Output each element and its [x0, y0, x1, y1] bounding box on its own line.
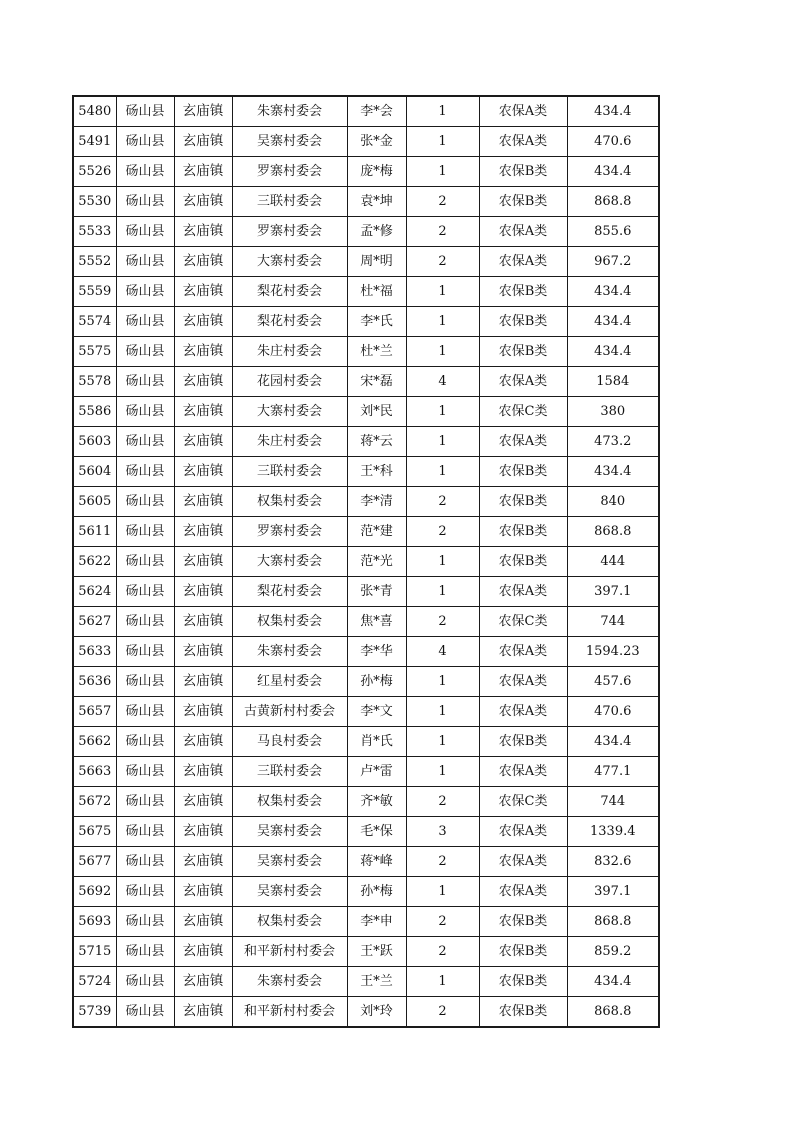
amount-cell: 434.4 — [567, 727, 659, 757]
record-id-cell: 5739 — [73, 997, 116, 1028]
village-cell: 梨花村委会 — [232, 307, 347, 337]
record-id-cell: 5533 — [73, 217, 116, 247]
town-cell: 玄庙镇 — [174, 157, 232, 187]
record-id-cell: 5663 — [73, 757, 116, 787]
town-cell: 玄庙镇 — [174, 697, 232, 727]
person-name-cell: 孙*梅 — [347, 877, 406, 907]
town-cell: 玄庙镇 — [174, 817, 232, 847]
county-cell: 砀山县 — [116, 307, 174, 337]
household-count-cell: 1 — [406, 967, 479, 997]
record-id-cell: 5611 — [73, 517, 116, 547]
table-row — [73, 157, 659, 187]
table-row — [73, 547, 659, 577]
county-cell: 砀山县 — [116, 757, 174, 787]
person-name-cell: 王*跃 — [347, 937, 406, 967]
insurance-type-cell: 农保B类 — [479, 277, 567, 307]
table-row — [73, 727, 659, 757]
county-cell: 砀山县 — [116, 967, 174, 997]
town-cell: 玄庙镇 — [174, 487, 232, 517]
record-id-cell: 5605 — [73, 487, 116, 517]
person-name-cell: 王*科 — [347, 457, 406, 487]
village-cell: 权集村委会 — [232, 487, 347, 517]
insurance-type-cell: 农保B类 — [479, 907, 567, 937]
village-cell: 大寨村委会 — [232, 247, 347, 277]
table-row — [73, 367, 659, 397]
amount-cell: 380 — [567, 397, 659, 427]
record-id-cell: 5480 — [73, 96, 116, 127]
village-cell: 权集村委会 — [232, 607, 347, 637]
insurance-type-cell: 农保B类 — [479, 967, 567, 997]
town-cell: 玄庙镇 — [174, 757, 232, 787]
record-id-cell: 5575 — [73, 337, 116, 367]
amount-cell: 434.4 — [567, 457, 659, 487]
village-cell: 朱庄村委会 — [232, 337, 347, 367]
village-cell: 和平新村村委会 — [232, 937, 347, 967]
amount-cell: 434.4 — [567, 967, 659, 997]
county-cell: 砀山县 — [116, 127, 174, 157]
household-count-cell: 1 — [406, 127, 479, 157]
amount-cell: 868.8 — [567, 517, 659, 547]
county-cell: 砀山县 — [116, 427, 174, 457]
table-row — [73, 187, 659, 217]
insurance-type-cell: 农保A类 — [479, 877, 567, 907]
household-count-cell: 1 — [406, 397, 479, 427]
town-cell: 玄庙镇 — [174, 367, 232, 397]
amount-cell: 434.4 — [567, 277, 659, 307]
table-row — [73, 907, 659, 937]
person-name-cell: 范*建 — [347, 517, 406, 547]
record-id-cell: 5530 — [73, 187, 116, 217]
table-row — [73, 307, 659, 337]
table-row — [73, 96, 659, 127]
table-row — [73, 967, 659, 997]
county-cell: 砀山县 — [116, 517, 174, 547]
person-name-cell: 张*金 — [347, 127, 406, 157]
insurance-type-cell: 农保B类 — [479, 337, 567, 367]
village-cell: 朱庄村委会 — [232, 427, 347, 457]
village-cell: 吴寨村委会 — [232, 847, 347, 877]
person-name-cell: 李*会 — [347, 96, 406, 127]
village-cell: 罗寨村委会 — [232, 157, 347, 187]
village-cell: 马良村委会 — [232, 727, 347, 757]
town-cell: 玄庙镇 — [174, 457, 232, 487]
amount-cell: 473.2 — [567, 427, 659, 457]
village-cell: 大寨村委会 — [232, 547, 347, 577]
person-name-cell: 焦*喜 — [347, 607, 406, 637]
village-cell: 大寨村委会 — [232, 397, 347, 427]
town-cell: 玄庙镇 — [174, 337, 232, 367]
town-cell: 玄庙镇 — [174, 667, 232, 697]
table-row — [73, 847, 659, 877]
table-row — [73, 877, 659, 907]
insurance-type-cell: 农保A类 — [479, 817, 567, 847]
record-id-cell: 5657 — [73, 697, 116, 727]
county-cell: 砀山县 — [116, 817, 174, 847]
amount-cell: 434.4 — [567, 337, 659, 367]
county-cell: 砀山县 — [116, 787, 174, 817]
county-cell: 砀山县 — [116, 937, 174, 967]
table-row — [73, 397, 659, 427]
table-row — [73, 277, 659, 307]
insurance-type-cell: 农保B类 — [479, 457, 567, 487]
person-name-cell: 庞*梅 — [347, 157, 406, 187]
table-row — [73, 127, 659, 157]
table-row — [73, 217, 659, 247]
county-cell: 砀山县 — [116, 157, 174, 187]
county-cell: 砀山县 — [116, 96, 174, 127]
table-row — [73, 697, 659, 727]
household-count-cell: 2 — [406, 907, 479, 937]
household-count-cell: 4 — [406, 367, 479, 397]
county-cell: 砀山县 — [116, 247, 174, 277]
amount-cell: 1594.23 — [567, 637, 659, 667]
insurance-type-cell: 农保A类 — [479, 697, 567, 727]
person-name-cell: 范*光 — [347, 547, 406, 577]
person-name-cell: 齐*敏 — [347, 787, 406, 817]
household-count-cell: 2 — [406, 487, 479, 517]
amount-cell: 744 — [567, 607, 659, 637]
person-name-cell: 毛*保 — [347, 817, 406, 847]
town-cell: 玄庙镇 — [174, 277, 232, 307]
town-cell: 玄庙镇 — [174, 247, 232, 277]
amount-cell: 444 — [567, 547, 659, 577]
table-row — [73, 997, 659, 1028]
insurance-type-cell: 农保B类 — [479, 517, 567, 547]
person-name-cell: 张*青 — [347, 577, 406, 607]
amount-cell: 397.1 — [567, 577, 659, 607]
household-count-cell: 2 — [406, 247, 479, 277]
table-row — [73, 517, 659, 547]
village-cell: 吴寨村委会 — [232, 127, 347, 157]
household-count-cell: 1 — [406, 877, 479, 907]
insurance-type-cell: 农保B类 — [479, 937, 567, 967]
table-row — [73, 937, 659, 967]
person-name-cell: 宋*磊 — [347, 367, 406, 397]
person-name-cell: 袁*坤 — [347, 187, 406, 217]
record-id-cell: 5672 — [73, 787, 116, 817]
town-cell: 玄庙镇 — [174, 847, 232, 877]
town-cell: 玄庙镇 — [174, 427, 232, 457]
record-id-cell: 5491 — [73, 127, 116, 157]
record-id-cell: 5552 — [73, 247, 116, 277]
insurance-type-cell: 农保B类 — [479, 727, 567, 757]
county-cell: 砀山县 — [116, 907, 174, 937]
record-id-cell: 5715 — [73, 937, 116, 967]
table-row — [73, 607, 659, 637]
amount-cell: 397.1 — [567, 877, 659, 907]
insurance-type-cell: 农保C类 — [479, 397, 567, 427]
village-cell: 朱寨村委会 — [232, 96, 347, 127]
town-cell: 玄庙镇 — [174, 997, 232, 1028]
amount-cell: 967.2 — [567, 247, 659, 277]
person-name-cell: 杜*福 — [347, 277, 406, 307]
county-cell: 砀山县 — [116, 577, 174, 607]
insurance-type-cell: 农保C类 — [479, 607, 567, 637]
town-cell: 玄庙镇 — [174, 187, 232, 217]
amount-cell: 868.8 — [567, 997, 659, 1028]
person-name-cell: 肖*氏 — [347, 727, 406, 757]
county-cell: 砀山县 — [116, 877, 174, 907]
table-row — [73, 787, 659, 817]
village-cell: 权集村委会 — [232, 907, 347, 937]
person-name-cell: 卢*雷 — [347, 757, 406, 787]
person-name-cell: 李*文 — [347, 697, 406, 727]
person-name-cell: 李*华 — [347, 637, 406, 667]
table-body — [73, 96, 659, 1027]
amount-cell: 434.4 — [567, 307, 659, 337]
county-cell: 砀山县 — [116, 997, 174, 1028]
person-name-cell: 周*明 — [347, 247, 406, 277]
household-count-cell: 1 — [406, 727, 479, 757]
table-row — [73, 247, 659, 277]
village-cell: 吴寨村委会 — [232, 817, 347, 847]
amount-cell: 855.6 — [567, 217, 659, 247]
county-cell: 砀山县 — [116, 367, 174, 397]
amount-cell: 477.1 — [567, 757, 659, 787]
amount-cell: 868.8 — [567, 907, 659, 937]
record-id-cell: 5578 — [73, 367, 116, 397]
person-name-cell: 孟*修 — [347, 217, 406, 247]
village-cell: 三联村委会 — [232, 187, 347, 217]
insurance-type-cell: 农保B类 — [479, 997, 567, 1028]
person-name-cell: 李*申 — [347, 907, 406, 937]
amount-cell: 840 — [567, 487, 659, 517]
assistance-table — [72, 95, 660, 1028]
household-count-cell: 1 — [406, 157, 479, 187]
town-cell: 玄庙镇 — [174, 787, 232, 817]
household-count-cell: 3 — [406, 817, 479, 847]
person-name-cell: 孙*梅 — [347, 667, 406, 697]
table-row — [73, 457, 659, 487]
person-name-cell: 李*氏 — [347, 307, 406, 337]
town-cell: 玄庙镇 — [174, 937, 232, 967]
village-cell: 梨花村委会 — [232, 577, 347, 607]
town-cell: 玄庙镇 — [174, 877, 232, 907]
town-cell: 玄庙镇 — [174, 217, 232, 247]
record-id-cell: 5603 — [73, 427, 116, 457]
record-id-cell: 5622 — [73, 547, 116, 577]
person-name-cell: 蒋*云 — [347, 427, 406, 457]
insurance-type-cell: 农保A类 — [479, 667, 567, 697]
record-id-cell: 5574 — [73, 307, 116, 337]
amount-cell: 1584 — [567, 367, 659, 397]
amount-cell: 859.2 — [567, 937, 659, 967]
record-id-cell: 5724 — [73, 967, 116, 997]
amount-cell: 470.6 — [567, 697, 659, 727]
table-row — [73, 757, 659, 787]
record-id-cell: 5693 — [73, 907, 116, 937]
county-cell: 砀山县 — [116, 187, 174, 217]
record-id-cell: 5675 — [73, 817, 116, 847]
village-cell: 权集村委会 — [232, 787, 347, 817]
amount-cell: 832.6 — [567, 847, 659, 877]
household-count-cell: 1 — [406, 457, 479, 487]
insurance-type-cell: 农保B类 — [479, 487, 567, 517]
insurance-type-cell: 农保B类 — [479, 307, 567, 337]
record-id-cell: 5636 — [73, 667, 116, 697]
insurance-type-cell: 农保A类 — [479, 96, 567, 127]
town-cell: 玄庙镇 — [174, 637, 232, 667]
record-id-cell: 5633 — [73, 637, 116, 667]
insurance-type-cell: 农保C类 — [479, 787, 567, 817]
insurance-type-cell: 农保A类 — [479, 637, 567, 667]
village-cell: 三联村委会 — [232, 757, 347, 787]
village-cell: 朱寨村委会 — [232, 967, 347, 997]
county-cell: 砀山县 — [116, 487, 174, 517]
table-row — [73, 427, 659, 457]
insurance-type-cell: 农保B类 — [479, 547, 567, 577]
record-id-cell: 5559 — [73, 277, 116, 307]
table-row — [73, 817, 659, 847]
household-count-cell: 2 — [406, 997, 479, 1028]
insurance-type-cell: 农保A类 — [479, 217, 567, 247]
village-cell: 罗寨村委会 — [232, 217, 347, 247]
household-count-cell: 1 — [406, 307, 479, 337]
table-row — [73, 487, 659, 517]
county-cell: 砀山县 — [116, 277, 174, 307]
town-cell: 玄庙镇 — [174, 967, 232, 997]
amount-cell: 457.6 — [567, 667, 659, 697]
table-row — [73, 337, 659, 367]
household-count-cell: 2 — [406, 217, 479, 247]
household-count-cell: 2 — [406, 517, 479, 547]
household-count-cell: 1 — [406, 427, 479, 457]
village-cell: 和平新村村委会 — [232, 997, 347, 1028]
household-count-cell: 2 — [406, 847, 479, 877]
amount-cell: 434.4 — [567, 96, 659, 127]
town-cell: 玄庙镇 — [174, 96, 232, 127]
county-cell: 砀山县 — [116, 547, 174, 577]
town-cell: 玄庙镇 — [174, 307, 232, 337]
village-cell: 花园村委会 — [232, 367, 347, 397]
insurance-type-cell: 农保A类 — [479, 847, 567, 877]
county-cell: 砀山县 — [116, 217, 174, 247]
record-id-cell: 5526 — [73, 157, 116, 187]
record-id-cell: 5692 — [73, 877, 116, 907]
person-name-cell: 刘*玲 — [347, 997, 406, 1028]
household-count-cell: 2 — [406, 787, 479, 817]
village-cell: 罗寨村委会 — [232, 517, 347, 547]
household-count-cell: 4 — [406, 637, 479, 667]
insurance-type-cell: 农保A类 — [479, 577, 567, 607]
person-name-cell: 蒋*峰 — [347, 847, 406, 877]
county-cell: 砀山县 — [116, 847, 174, 877]
town-cell: 玄庙镇 — [174, 517, 232, 547]
insurance-type-cell: 农保B类 — [479, 187, 567, 217]
town-cell: 玄庙镇 — [174, 607, 232, 637]
amount-cell: 1339.4 — [567, 817, 659, 847]
household-count-cell: 2 — [406, 937, 479, 967]
insurance-type-cell: 农保B类 — [479, 157, 567, 187]
town-cell: 玄庙镇 — [174, 727, 232, 757]
county-cell: 砀山县 — [116, 397, 174, 427]
county-cell: 砀山县 — [116, 457, 174, 487]
record-id-cell: 5662 — [73, 727, 116, 757]
village-cell: 三联村委会 — [232, 457, 347, 487]
county-cell: 砀山县 — [116, 697, 174, 727]
county-cell: 砀山县 — [116, 607, 174, 637]
household-count-cell: 1 — [406, 667, 479, 697]
insurance-type-cell: 农保A类 — [479, 247, 567, 277]
village-cell: 梨花村委会 — [232, 277, 347, 307]
village-cell: 朱寨村委会 — [232, 637, 347, 667]
person-name-cell: 杜*兰 — [347, 337, 406, 367]
record-id-cell: 5677 — [73, 847, 116, 877]
amount-cell: 744 — [567, 787, 659, 817]
household-count-cell: 1 — [406, 337, 479, 367]
insurance-type-cell: 农保A类 — [479, 427, 567, 457]
town-cell: 玄庙镇 — [174, 547, 232, 577]
village-cell: 吴寨村委会 — [232, 877, 347, 907]
county-cell: 砀山县 — [116, 337, 174, 367]
record-id-cell: 5604 — [73, 457, 116, 487]
household-count-cell: 1 — [406, 757, 479, 787]
household-count-cell: 1 — [406, 547, 479, 577]
amount-cell: 434.4 — [567, 157, 659, 187]
amount-cell: 470.6 — [567, 127, 659, 157]
person-name-cell: 刘*民 — [347, 397, 406, 427]
household-count-cell: 1 — [406, 277, 479, 307]
insurance-type-cell: 农保A类 — [479, 127, 567, 157]
table-row — [73, 667, 659, 697]
person-name-cell: 李*清 — [347, 487, 406, 517]
town-cell: 玄庙镇 — [174, 397, 232, 427]
insurance-type-cell: 农保A类 — [479, 367, 567, 397]
household-count-cell: 2 — [406, 187, 479, 217]
person-name-cell: 王*兰 — [347, 967, 406, 997]
household-count-cell: 1 — [406, 577, 479, 607]
insurance-type-cell: 农保A类 — [479, 757, 567, 787]
county-cell: 砀山县 — [116, 727, 174, 757]
household-count-cell: 2 — [406, 607, 479, 637]
household-count-cell: 1 — [406, 96, 479, 127]
county-cell: 砀山县 — [116, 667, 174, 697]
town-cell: 玄庙镇 — [174, 127, 232, 157]
table-row — [73, 577, 659, 607]
record-id-cell: 5624 — [73, 577, 116, 607]
record-id-cell: 5586 — [73, 397, 116, 427]
amount-cell: 868.8 — [567, 187, 659, 217]
village-cell: 古黄新村村委会 — [232, 697, 347, 727]
county-cell: 砀山县 — [116, 637, 174, 667]
record-id-cell: 5627 — [73, 607, 116, 637]
town-cell: 玄庙镇 — [174, 577, 232, 607]
household-count-cell: 1 — [406, 697, 479, 727]
table-row — [73, 637, 659, 667]
village-cell: 红星村委会 — [232, 667, 347, 697]
town-cell: 玄庙镇 — [174, 907, 232, 937]
